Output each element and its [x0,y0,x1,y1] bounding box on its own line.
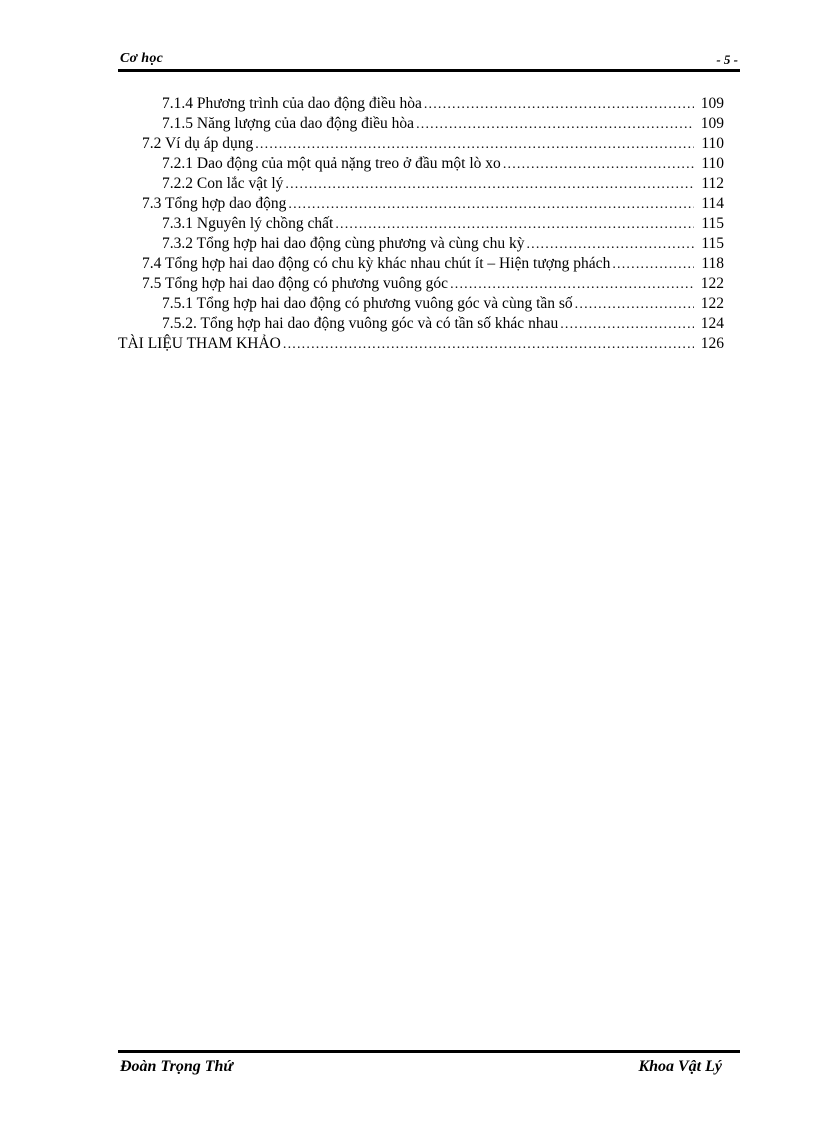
toc-dot-leader [503,155,694,175]
toc-entry-page: 126 [700,335,724,352]
toc-entry[interactable] [118,154,724,174]
toc-entry-page: 115 [701,235,724,252]
toc-dot-leader [285,175,694,195]
page-number: - 5 - [716,52,738,67]
toc-entry-title: 7.2.2 Con lắc vật lý [162,175,284,192]
footer-department: Khoa Vật Lý [638,1058,722,1075]
toc-entry-title: 7.2 Ví dụ áp dụng [142,135,254,152]
footer-author: Đoàn Trọng Thứ [120,1058,234,1075]
toc-entry[interactable] [118,94,724,114]
toc-entry[interactable] [118,214,724,234]
toc-dot-leader [560,315,694,335]
page-header [118,48,740,70]
toc-dot-leader [288,195,694,215]
toc-entry-page: 110 [701,135,724,152]
toc-entry-page: 109 [700,95,724,112]
toc-entry[interactable] [118,194,724,214]
toc-dot-leader [526,235,694,255]
toc-entry-title: TÀI LIỆU THAM KHẢO [118,335,281,352]
toc-entry-page: 115 [701,215,724,232]
toc-entry-page: 114 [701,195,724,212]
toc-entry-page: 122 [700,275,724,292]
toc-dot-leader [612,255,694,275]
toc-entry-title: 7.1.5 Năng lượng của dao động điều hòa [162,115,415,132]
table-of-contents [118,94,724,354]
toc-entry[interactable] [118,314,724,334]
toc-entry-page: 124 [700,315,724,332]
toc-entry-title: 7.3.2 Tổng hợp hai dao động cùng phương và cùng chu kỳ [162,235,525,252]
toc-dot-leader [416,115,694,135]
footer-rule [118,1050,740,1053]
toc-entry[interactable] [118,294,724,314]
toc-dot-leader [424,95,694,115]
toc-entry-title: 7.5.1 Tổng hợp hai dao động có phương vuông góc và cùng tần số [162,295,573,312]
toc-dot-leader [283,335,694,355]
toc-entry-title: 7.5.2. Tổng hợp hai dao động vuông góc và có tần số khác nhau [162,315,559,332]
toc-dot-leader [255,135,694,155]
toc-entry-title: 7.2.1 Dao động của một quả nặng treo ở đầu một lò xo [162,155,501,172]
toc-entry-title: 7.5 Tổng hợp hai dao động có phương vuông góc [142,275,449,292]
toc-entry-page: 110 [701,155,724,172]
toc-entry-page: 122 [700,295,724,312]
toc-entry[interactable] [118,274,724,294]
header-title: Cơ học [120,51,164,66]
toc-entry[interactable] [118,114,724,134]
toc-entry[interactable] [118,134,724,154]
toc-entry[interactable] [118,254,724,274]
toc-entry[interactable] [118,174,724,194]
toc-entry[interactable] [118,334,724,354]
toc-entry-title: 7.3 Tổng hợp dao động [142,195,287,212]
toc-entry[interactable] [118,234,724,254]
toc-entry-title: 7.1.4 Phương trình của dao động điều hòa [162,95,422,112]
toc-dot-leader [335,215,694,235]
header-rule [118,69,740,72]
page-footer [118,1056,740,1080]
toc-entry-page: 112 [701,175,724,192]
toc-dot-leader [450,275,694,295]
toc-dot-leader [575,295,694,315]
toc-entry-page: 118 [701,255,724,272]
toc-entry-page: 109 [700,115,724,132]
toc-entry-title: 7.4 Tổng hợp hai dao động có chu kỳ khác nhau chút ít – Hiện tượng phách [142,255,611,272]
toc-entry-title: 7.3.1 Nguyên lý chồng chất [162,215,334,232]
